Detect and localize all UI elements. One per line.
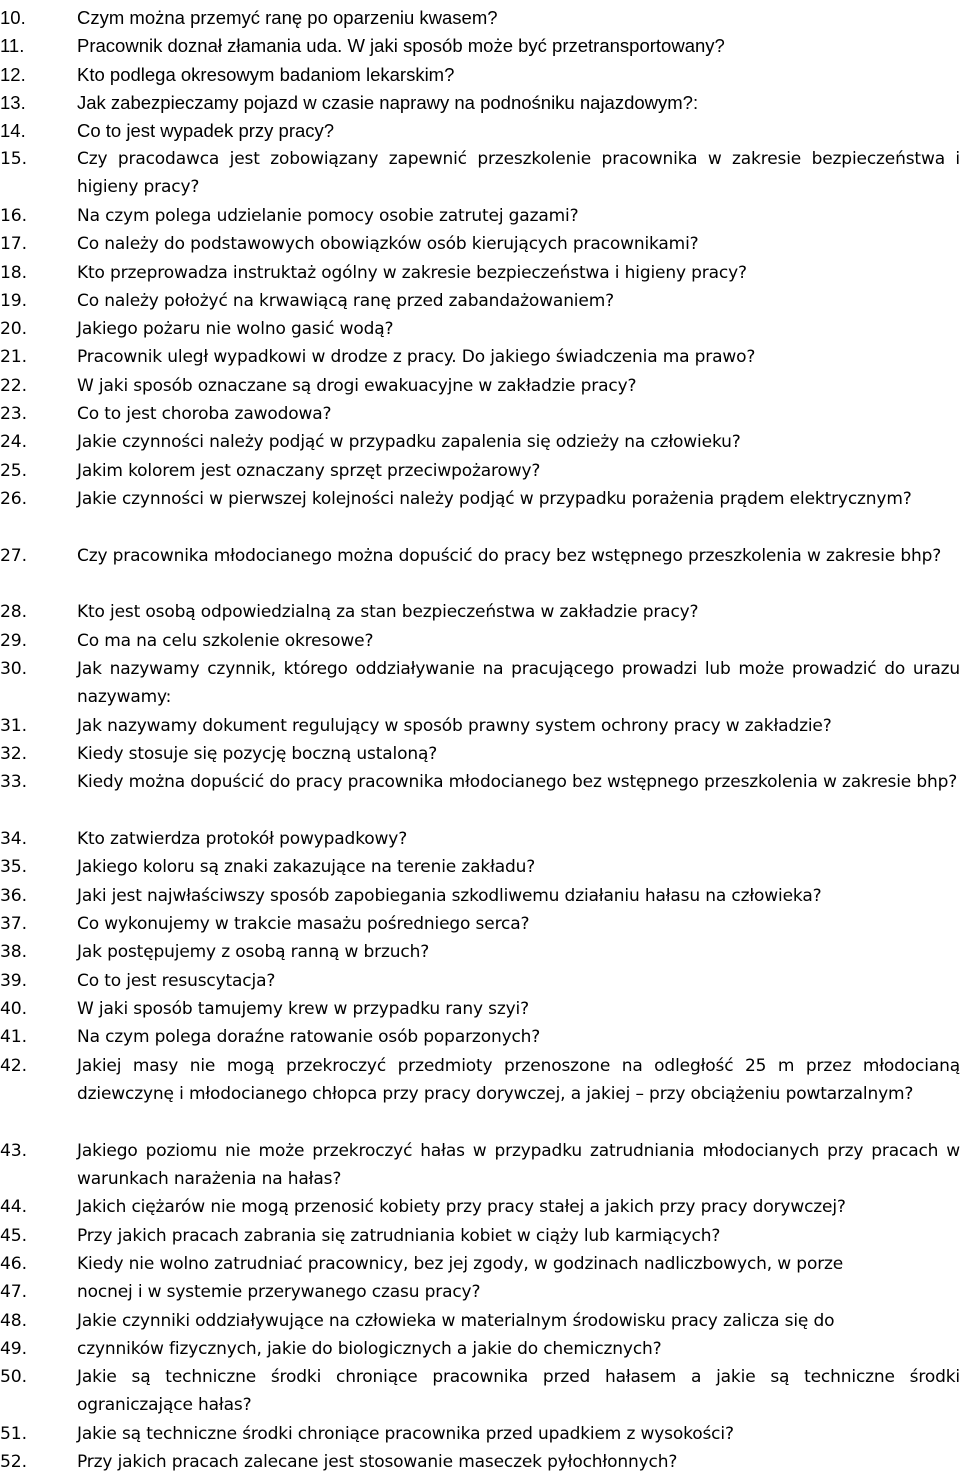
question-text: Jakie czynniki oddziaływujące na człowieka w materialnym środowisku pracy zalicza się do <box>77 1311 835 1331</box>
question-item <box>0 967 960 995</box>
question-item <box>0 1193 960 1221</box>
question-text: Na czym polega doraźne ratowanie osób poparzonych? <box>77 1027 541 1047</box>
question-number: 28. <box>0 602 27 622</box>
question-text: Czy pracownika młodocianego można dopuścić do pracy bez wstępnego przeszkolenia w zakresie bhp? <box>77 546 942 566</box>
question-item <box>0 1307 960 1335</box>
question-text: Jak zabezpieczamy pojazd w czasie naprawy na podnośniku najazdowym?: <box>77 92 699 113</box>
question-text: Kto podlega okresowym badaniom lekarskim? <box>77 64 455 85</box>
question-number: 18. <box>0 263 27 283</box>
question-text: Przy jakich pracach zalecane jest stosowanie maseczek pyłochłonnych? <box>77 1452 678 1472</box>
question-item <box>0 627 960 655</box>
question-text: Kiedy nie wolno zatrudniać pracownicy, bez jej zgody, w godzinach nadliczbowych, w porze <box>77 1254 844 1274</box>
question-item <box>0 1335 960 1363</box>
question-text: Co to jest choroba zawodowa? <box>77 404 332 424</box>
question-number: 35. <box>0 857 27 877</box>
question-text: Kto jest osobą odpowiedzialną za stan bezpieczeństwa w zakładzie pracy? <box>77 602 699 622</box>
question-number: 42. <box>0 1056 27 1076</box>
question-number: 50. <box>0 1367 27 1387</box>
question-number: 45. <box>0 1226 27 1246</box>
question-item <box>0 1052 960 1109</box>
question-item <box>0 343 960 371</box>
question-text: Co wykonujemy w trakcie masażu pośredniego serca? <box>77 914 530 934</box>
question-number: 47. <box>0 1282 27 1302</box>
question-item <box>0 740 960 768</box>
question-number: 40. <box>0 999 27 1019</box>
question-item <box>0 202 960 230</box>
question-number: 26. <box>0 489 27 509</box>
question-item <box>0 61 960 89</box>
question-number: 34. <box>0 829 27 849</box>
question-item <box>0 32 960 60</box>
question-number: 48. <box>0 1311 27 1331</box>
question-number: 10. <box>0 7 26 28</box>
question-text: czynników fizycznych, jakie do biologicznych a jakie do chemicznych? <box>77 1339 662 1359</box>
question-item <box>0 1448 960 1476</box>
question-item <box>0 1420 960 1448</box>
question-number: 39. <box>0 971 27 991</box>
question-number: 41. <box>0 1027 27 1047</box>
question-text: Kiedy stosuje się pozycję boczną ustaloną? <box>77 744 438 764</box>
question-item <box>0 995 960 1023</box>
question-number: 19. <box>0 291 27 311</box>
question-number: 24. <box>0 432 27 452</box>
question-text: Pracownik doznał złamania uda. W jaki sposób może być przetransportowany? <box>77 35 725 56</box>
question-item <box>0 655 960 712</box>
question-text: Jakie są techniczne środki chroniące pracownika przed hałasem a jakie są techniczne środki ograniczające hałas? <box>77 1367 960 1416</box>
question-number: 25. <box>0 461 27 481</box>
question-item <box>0 457 960 485</box>
question-item <box>0 910 960 938</box>
question-item <box>0 1250 960 1278</box>
question-item <box>0 1278 960 1306</box>
question-item <box>0 542 960 570</box>
question-number: 52. <box>0 1452 27 1472</box>
question-text: Jak postępujemy z osobą ranną w brzuch? <box>77 942 430 962</box>
question-text: Jak nazywamy czynnik, którego oddziaływanie na pracującego prowadzi lub może prowadzić do urazu nazywamy: <box>77 659 960 708</box>
question-text: Co ma na celu szkolenie okresowe? <box>77 631 374 651</box>
question-item <box>0 938 960 966</box>
question-text: Jakiego koloru są znaki zakazujące na terenie zakładu? <box>77 857 536 877</box>
question-number: 27. <box>0 546 27 566</box>
question-number: 22. <box>0 376 27 396</box>
question-item <box>0 882 960 910</box>
question-text: W jaki sposób tamujemy krew w przypadku rany szyi? <box>77 999 529 1019</box>
question-text: Co należy do podstawowych obowiązków osób kierujących pracownikami? <box>77 234 699 254</box>
question-text: Co to jest resuscytacja? <box>77 971 276 991</box>
question-item <box>0 1363 960 1420</box>
question-text: Kto przeprowadza instruktaż ogólny w zakresie bezpieczeństwa i higieny pracy? <box>77 263 747 283</box>
question-text: Przy jakich pracach zabrania się zatrudniania kobiet w ciąży lub karmiących? <box>77 1226 721 1246</box>
question-number: 14. <box>0 120 26 141</box>
question-number: 44. <box>0 1197 27 1217</box>
question-text: Jakich ciężarów nie mogą przenosić kobiety przy pracy stałej a jakich przy pracy dorywczej? <box>77 1197 846 1217</box>
question-number: 20. <box>0 319 27 339</box>
question-item <box>0 853 960 881</box>
question-number: 31. <box>0 716 27 736</box>
question-item <box>0 485 960 513</box>
question-item <box>0 145 960 202</box>
question-number: 33. <box>0 772 27 792</box>
question-text: Jakiego poziomu nie może przekroczyć hałas w przypadku zatrudniania młodocianych przy pracach w warunkach narażenia na hałas? <box>77 1141 960 1190</box>
question-item <box>0 712 960 740</box>
question-text: Jakim kolorem jest oznaczany sprzęt przeciwpożarowy? <box>77 461 541 481</box>
question-item <box>0 372 960 400</box>
question-item <box>0 1137 960 1194</box>
question-item <box>0 400 960 428</box>
question-text: nocnej i w systemie przerywanego czasu pracy? <box>77 1282 481 1302</box>
question-number: 43. <box>0 1141 27 1161</box>
question-number: 17. <box>0 234 27 254</box>
question-text: Jakiego pożaru nie wolno gasić wodą? <box>77 319 394 339</box>
question-item <box>0 4 960 32</box>
question-text: Co to jest wypadek przy pracy? <box>77 120 335 141</box>
question-text: Jakie czynności należy podjąć w przypadku zapalenia się odzieży na człowieku? <box>77 432 741 452</box>
question-number: 12. <box>0 64 26 85</box>
question-item <box>0 89 960 117</box>
question-text: Jak nazywamy dokument regulujący w sposób prawny system ochrony pracy w zakładzie? <box>77 716 832 736</box>
question-number: 37. <box>0 914 27 934</box>
question-number: 13. <box>0 92 26 113</box>
question-text: Kiedy można dopuścić do pracy pracownika młodocianego bez wstępnego przeszkolenia w zakresie bhp? <box>77 772 958 792</box>
question-number: 15. <box>0 149 27 169</box>
question-number: 38. <box>0 942 27 962</box>
question-number: 23. <box>0 404 27 424</box>
question-item <box>0 117 960 145</box>
question-item <box>0 825 960 853</box>
question-item <box>0 259 960 287</box>
question-text: W jaki sposób oznaczane są drogi ewakuacyjne w zakładzie pracy? <box>77 376 637 396</box>
question-item <box>0 428 960 456</box>
question-number: 46. <box>0 1254 27 1274</box>
question-item <box>0 230 960 258</box>
question-text: Czy pracodawca jest zobowiązany zapewnić przeszkolenie pracownika w zakresie bezpieczeństwa i higieny pracy? <box>77 149 960 198</box>
question-text: Pracownik uległ wypadkowi w drodze z pracy. Do jakiego świadczenia ma prawo? <box>77 347 756 367</box>
question-number: 21. <box>0 347 27 367</box>
question-number: 11. <box>0 35 25 56</box>
question-text: Jakie są techniczne środki chroniące pracownika przed upadkiem z wysokości? <box>77 1424 734 1444</box>
question-text: Kto zatwierdza protokół powypadkowy? <box>77 829 408 849</box>
question-item <box>0 1023 960 1051</box>
question-number: 30. <box>0 659 27 679</box>
question-item <box>0 315 960 343</box>
question-item <box>0 287 960 315</box>
question-item <box>0 598 960 626</box>
question-item <box>0 768 960 796</box>
question-text: Jaki jest najwłaściwszy sposób zapobiegania szkodliwemu działaniu hałasu na człowieka? <box>77 886 822 906</box>
question-number: 29. <box>0 631 27 651</box>
question-text: Jakiej masy nie mogą przekroczyć przedmioty przenoszone na odległość 25 m przez młodocianą dziewczynę i młodocianego chłopca przy pracy dorywczej, a jakiej – przy obciążeniu powtarzalnym? <box>77 1056 960 1105</box>
question-number: 51. <box>0 1424 27 1444</box>
question-number: 32. <box>0 744 27 764</box>
question-text: Na czym polega udzielanie pomocy osobie zatrutej gazami? <box>77 206 579 226</box>
question-text: Czym można przemyć ranę po oparzeniu kwasem? <box>77 7 498 28</box>
question-item <box>0 1222 960 1250</box>
question-number: 49. <box>0 1339 27 1359</box>
question-text: Jakie czynności w pierwszej kolejności należy podjąć w przypadku porażenia prądem elektrycznym? <box>77 489 912 509</box>
question-number: 16. <box>0 206 27 226</box>
question-text: Co należy położyć na krwawiącą ranę przed zabandażowaniem? <box>77 291 614 311</box>
question-number: 36. <box>0 886 27 906</box>
